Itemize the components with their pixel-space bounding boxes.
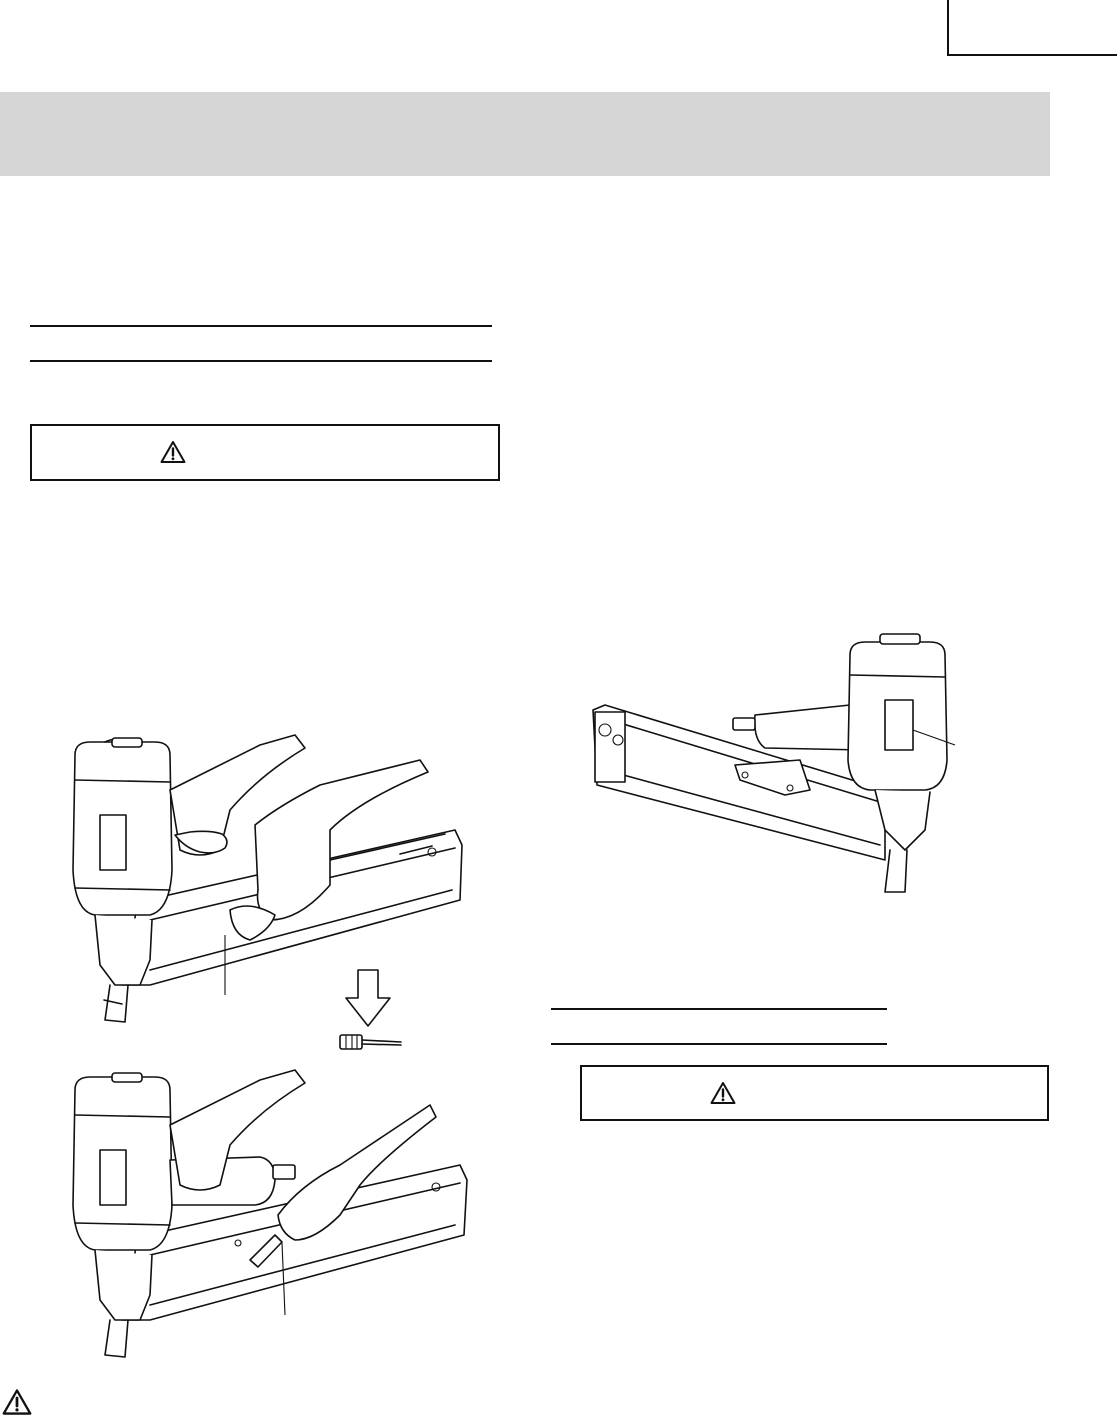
warning-triangle-icon	[160, 440, 186, 464]
section-header-band	[0, 92, 1050, 176]
right-heading-rule-bottom	[551, 1043, 887, 1045]
figure-oil-feeder	[60, 1065, 480, 1365]
left-heading-rule-top	[30, 325, 492, 327]
warning-triangle-icon	[710, 1081, 736, 1105]
right-warning-box	[580, 1065, 1049, 1121]
footer-warning-triangle-icon	[2, 1388, 32, 1416]
left-section-heading	[30, 330, 492, 358]
left-heading-rule-bottom	[30, 360, 492, 362]
right-heading-rule-top	[551, 1008, 887, 1010]
right-section-heading	[551, 1013, 887, 1039]
figure-tool-side-view	[585, 630, 965, 900]
left-warning-box	[30, 424, 500, 481]
figure-wipe-magazine	[60, 730, 480, 1030]
air-plug-icon	[335, 1030, 405, 1055]
page-number-tab	[947, 0, 1117, 56]
